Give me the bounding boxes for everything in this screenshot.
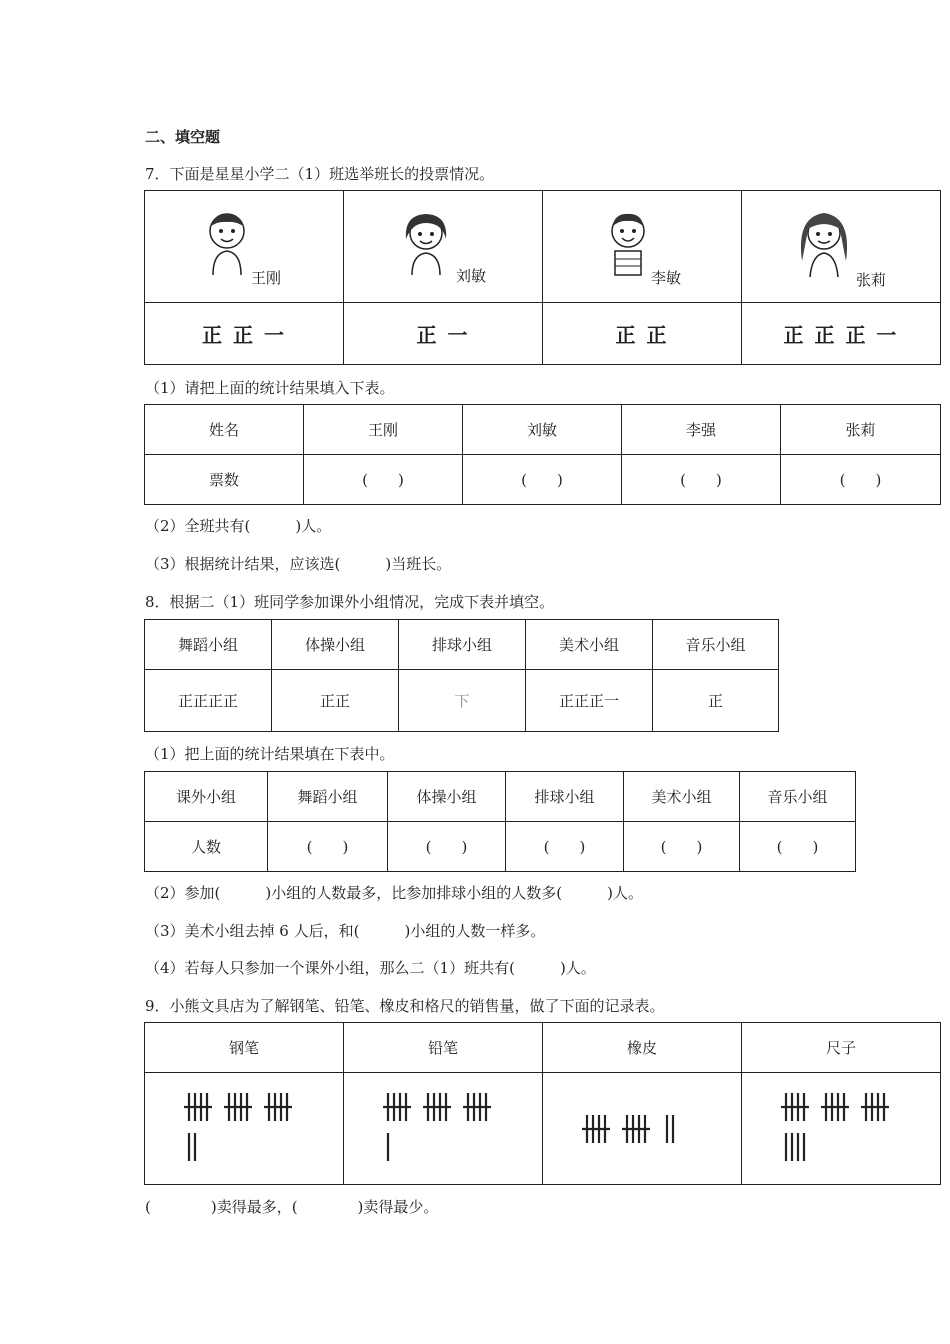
item-header: 橡皮 <box>543 1023 742 1073</box>
group-tally: 正正 <box>272 670 399 732</box>
q9-prompt: 9．小熊文具店为了解钢笔、铅笔、橡皮和格尺的销售量，做了下面的记录表。 <box>145 997 665 1015</box>
candidate-cell-1 <box>145 191 344 303</box>
q9-answer: ( )卖得最多，( )卖得最少。 <box>145 1198 439 1216</box>
answer-blank[interactable]: ( ) <box>622 455 781 505</box>
q8-sub2: （2）参加( )小组的人数最多，比参加排球小组的人数多( )人。 <box>145 884 643 902</box>
name-cell: 刘敏 <box>463 405 622 455</box>
q7-sub1: （1）请把上面的统计结果填入下表。 <box>145 379 395 397</box>
answer-blank[interactable]: ( ) <box>304 455 463 505</box>
answer-blank[interactable]: ( ) <box>268 822 388 872</box>
group-tally: 正正正正 <box>145 670 272 732</box>
answer-blank[interactable]: ( ) <box>506 822 624 872</box>
tally-cell: 正 正 <box>543 303 742 365</box>
answer-blank[interactable]: ( ) <box>624 822 740 872</box>
candidate-name: 王刚 <box>251 269 282 287</box>
name-cell: 李强 <box>622 405 781 455</box>
group-name: 体操小组 <box>388 772 506 822</box>
q8-sub1: （1）把上面的统计结果填在下表中。 <box>145 745 395 763</box>
section-title: 二、填空题 <box>145 128 221 146</box>
candidate-name: 张莉 <box>856 271 887 289</box>
candidate-name: 刘敏 <box>456 267 487 285</box>
group-name: 排球小组 <box>506 772 624 822</box>
header-label: 姓名 <box>145 405 304 455</box>
group-header: 音乐小组 <box>653 620 779 670</box>
group-name: 美术小组 <box>624 772 740 822</box>
group-header: 排球小组 <box>399 620 526 670</box>
q8-sub4: （4）若每人只参加一个课外小组，那么二（1）班共有( )人。 <box>145 959 596 977</box>
tally-marks-cell <box>344 1073 543 1185</box>
tally-cell: 正 正 一 <box>145 303 344 365</box>
candidate-cell-2 <box>344 191 543 303</box>
group-tally: 正 <box>653 670 779 732</box>
item-header: 尺子 <box>742 1023 941 1073</box>
q7-sub2: （2）全班共有( )人。 <box>145 517 332 535</box>
tally-cell: 正 正 正 一 <box>742 303 941 365</box>
candidate-cell-4 <box>742 191 941 303</box>
q7-result-table <box>144 404 941 505</box>
q9-sales-table <box>144 1022 941 1185</box>
answer-blank[interactable]: ( ) <box>388 822 506 872</box>
tally-marks-icon <box>543 1073 742 1185</box>
boy-avatar-icon <box>603 209 653 279</box>
row-label: 人数 <box>145 822 268 872</box>
girl-avatar-icon <box>398 209 454 277</box>
group-tally: 下 <box>399 670 526 732</box>
tally-marks-icon <box>344 1073 543 1185</box>
group-header: 美术小组 <box>526 620 653 670</box>
boy-avatar-icon <box>201 209 253 277</box>
header-label: 课外小组 <box>145 772 268 822</box>
candidate-name: 李敏 <box>651 269 682 287</box>
item-header: 钢笔 <box>145 1023 344 1073</box>
tally-marks-icon <box>742 1073 941 1185</box>
item-header: 铅笔 <box>344 1023 543 1073</box>
answer-blank[interactable]: ( ) <box>463 455 622 505</box>
q7-sub3: （3）根据统计结果，应该选( )当班长。 <box>145 555 452 573</box>
q8-sub3: （3）美术小组去掉 6 人后，和( )小组的人数一样多。 <box>145 922 546 940</box>
group-tally: 正正正一 <box>526 670 653 732</box>
row-label: 票数 <box>145 455 304 505</box>
q7-vote-table <box>144 190 941 365</box>
group-header: 体操小组 <box>272 620 399 670</box>
answer-blank[interactable]: ( ) <box>740 822 856 872</box>
tally-marks-icon <box>145 1073 344 1185</box>
candidate-cell-3 <box>543 191 742 303</box>
group-header: 舞蹈小组 <box>145 620 272 670</box>
q8-result-table <box>144 771 856 872</box>
answer-blank[interactable]: ( ) <box>781 455 941 505</box>
group-name: 舞蹈小组 <box>268 772 388 822</box>
q8-prompt: 8．根据二（1）班同学参加课外小组情况，完成下表并填空。 <box>145 593 555 611</box>
tally-cell: 正 一 <box>344 303 543 365</box>
name-cell: 张莉 <box>781 405 941 455</box>
tally-marks-cell <box>742 1073 941 1185</box>
name-cell: 王刚 <box>304 405 463 455</box>
group-name: 音乐小组 <box>740 772 856 822</box>
girl-avatar-icon <box>794 207 854 279</box>
q7-prompt: 7．下面是星星小学二（1）班选举班长的投票情况。 <box>145 165 495 183</box>
q8-tally-table <box>144 619 779 732</box>
tally-marks-cell <box>543 1073 742 1185</box>
tally-marks-cell <box>145 1073 344 1185</box>
